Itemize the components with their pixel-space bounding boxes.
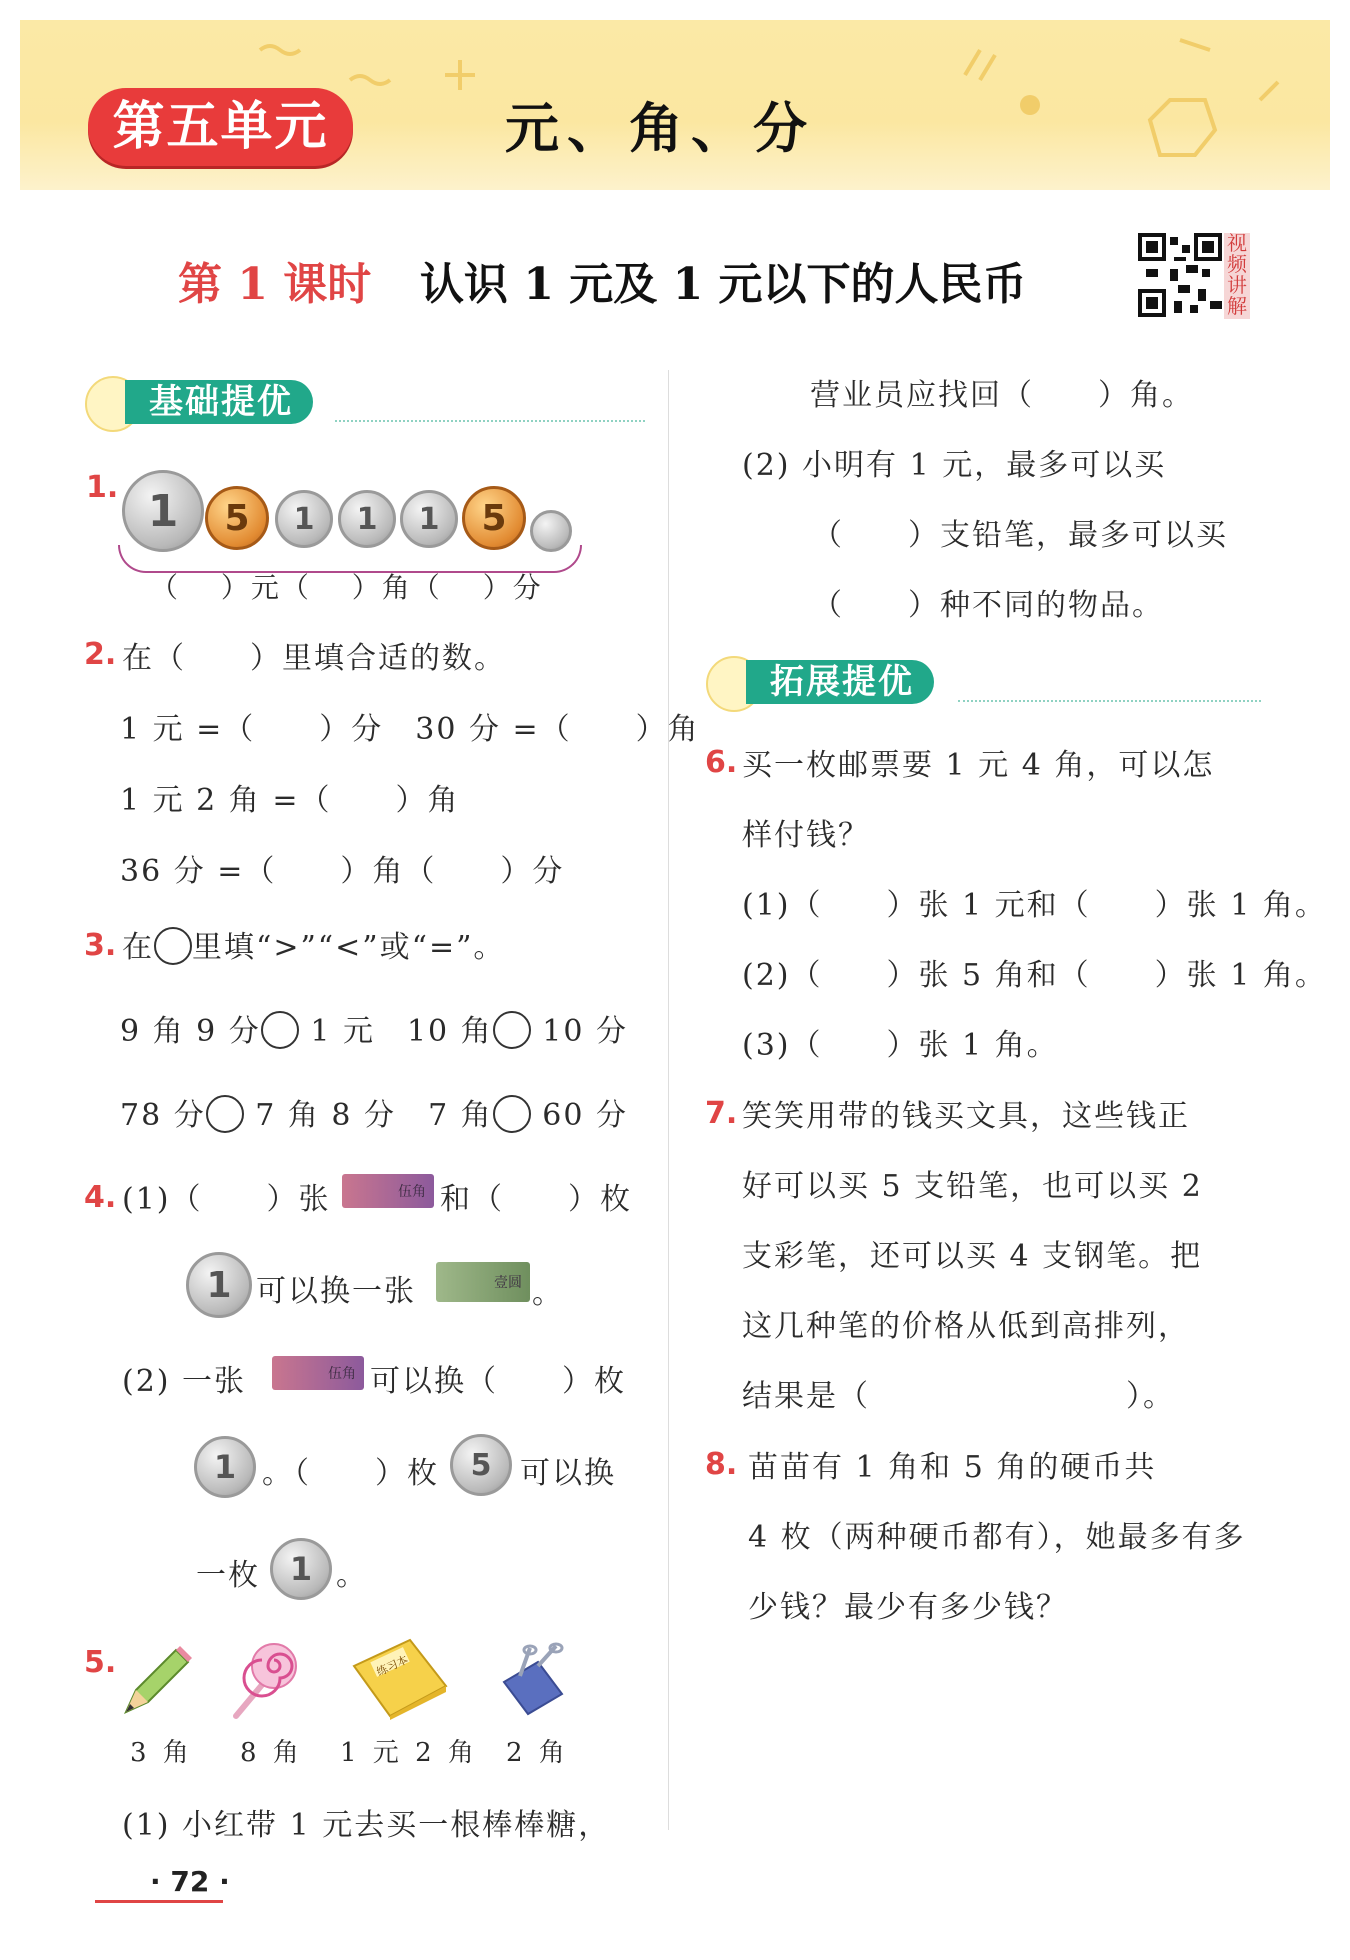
banknote-5-jiao-icon: 伍角 <box>342 1174 434 1208</box>
coin-5-fen-icon: 5 <box>450 1434 512 1496</box>
q3-value: 7 角 <box>428 1098 493 1133</box>
page-number-underline <box>95 1900 223 1903</box>
compare-circle[interactable] <box>154 927 192 965</box>
q3-value: 7 角 8 分 <box>255 1098 397 1133</box>
coin-1-jiao-icon: 1 <box>270 1538 332 1600</box>
q7-line: 这几种笔的价格从低到高排列， <box>742 1309 1190 1344</box>
item-price: 2 角 <box>506 1738 569 1768</box>
q6-option: (2)（ ）张 5 角和（ ）张 1 角。 <box>742 958 1327 993</box>
section-basic-header <box>85 380 645 424</box>
q2-stem: 在（ ）里填合适的数。 <box>122 641 506 676</box>
q3-stem <box>122 922 505 966</box>
question-number: 4. <box>84 1180 117 1215</box>
item-price: 3 角 <box>130 1738 193 1768</box>
q7-line: 结果是（ ）。 <box>742 1379 1175 1414</box>
item-price: 8 角 <box>240 1738 303 1768</box>
section-dotted-line <box>958 700 1261 702</box>
q4-text: 和（ ）枚 <box>440 1182 632 1217</box>
q7-line: 支彩笔，还可以买 4 支钢笔。把 <box>742 1239 1203 1274</box>
q2-line: 36 分 =（ ）角（ ）分 <box>120 854 565 889</box>
q4-text: 可以换 <box>520 1456 616 1491</box>
question-number: 5. <box>84 1645 117 1680</box>
q6-line: 买一枚邮票要 1 元 4 角，可以怎 <box>742 748 1215 783</box>
question-number: 8. <box>705 1447 738 1482</box>
q4-text: 可以换一张 <box>256 1274 416 1309</box>
binder-clip-icon <box>498 1642 568 1718</box>
q8-line: 苗苗有 1 角和 5 角的硬币共 <box>748 1450 1157 1485</box>
q6-line: 样付钱？ <box>742 818 870 853</box>
q3-value: 9 角 9 分 <box>120 1014 261 1049</box>
lollipop-icon <box>228 1640 298 1720</box>
banknote-1-yuan-icon: 壹圆 <box>436 1262 530 1302</box>
q4-text: (1)（ ）张 <box>122 1182 331 1217</box>
unit-badge: 第五单元 <box>88 88 353 166</box>
q3-stem-text: 里填“>”“<”或“=”。 <box>192 930 506 965</box>
page-number: · 72 · <box>150 1865 230 1898</box>
coin-1-jiao: 1 <box>400 490 458 548</box>
q5-part1: (1) 小红带 1 元去买一根棒棒糖， <box>122 1808 611 1843</box>
coin-1-jiao: 1 <box>275 490 333 548</box>
q4-text: 。 <box>532 1276 564 1311</box>
q6-option: (3)（ ）张 1 角。 <box>742 1028 1059 1063</box>
q4-text: 。（ ）枚 <box>262 1456 439 1491</box>
q4-text: 可以换（ ）枚 <box>370 1364 626 1399</box>
q6-option: (1)（ ）张 1 元和（ ）张 1 角。 <box>742 888 1327 923</box>
q4-text: 一枚 <box>196 1558 260 1593</box>
question-number: 2. <box>84 637 117 672</box>
compare-circle[interactable] <box>261 1011 299 1049</box>
question-number: 1. <box>86 470 119 505</box>
q1-answer-line: （ ）元（ ）角（ ）分 <box>150 571 543 604</box>
unit-title: 元、角、分 <box>505 97 815 160</box>
lesson-number: 第 1 课时 <box>178 259 372 310</box>
q3-row <box>120 1090 628 1134</box>
coin-1-yuan-icon: 1 <box>186 1252 252 1318</box>
section-basic-label: 基础提优 <box>125 380 313 424</box>
pencil-icon <box>118 1642 196 1720</box>
q3-value: 1 元 <box>310 1014 375 1049</box>
q2-line: 1 元 2 角 =（ ）角 <box>120 783 460 818</box>
coin-1-jiao: 1 <box>338 490 396 548</box>
qr-code-icon[interactable] <box>1138 233 1222 317</box>
question-number: 3. <box>84 928 117 963</box>
compare-circle[interactable] <box>493 1095 531 1133</box>
q4-text: (2) 一张 <box>122 1364 247 1399</box>
q4-text: 。 <box>336 1558 368 1593</box>
banknote-5-jiao-icon: 伍角 <box>272 1356 364 1390</box>
column-divider <box>668 370 669 1830</box>
q3-row <box>120 1006 628 1050</box>
question-number: 7. <box>705 1096 738 1131</box>
item-price: 1 元 2 角 <box>340 1738 478 1768</box>
question-number: 6. <box>705 745 738 780</box>
q7-line: 好可以买 5 支铅笔，也可以买 2 <box>742 1169 1203 1204</box>
compare-circle[interactable] <box>493 1011 531 1049</box>
q3-value: 78 分 <box>120 1098 206 1133</box>
q7-line: 笑笑用带的钱买文具，这些钱正 <box>742 1099 1190 1134</box>
coin-1-jiao-icon: 1 <box>194 1436 256 1498</box>
coin-1-yuan: 1 <box>122 470 204 552</box>
q5-part2: （ ）种不同的物品。 <box>812 588 1164 623</box>
q3-value: 10 分 <box>542 1014 628 1049</box>
lesson-title: 认识 1 元及 1 元以下的人民币 <box>420 259 1027 310</box>
q3-value: 60 分 <box>542 1098 628 1133</box>
q2-line: 1 元 =（ ）分 30 分 =（ ）角 <box>120 712 700 747</box>
notebook-icon <box>350 1636 450 1720</box>
notebook-label: 练习本 <box>374 1653 411 1679</box>
q3-stem-text: 在 <box>122 930 154 965</box>
compare-circle[interactable] <box>206 1095 244 1133</box>
q5-part2: (2) 小明有 1 元，最多可以买 <box>742 448 1167 483</box>
video-explain-tag: 视频讲解 <box>1224 233 1250 319</box>
q8-line: 少钱？最少有多少钱？ <box>748 1590 1068 1625</box>
q8-line: 4 枚（两种硬币都有），她最多有多 <box>748 1520 1246 1555</box>
q5-part1-continued: 营业员应找回（ ）角。 <box>810 378 1194 413</box>
coin-5-jiao: 5 <box>462 486 526 550</box>
section-extend-label: 拓展提优 <box>746 660 934 704</box>
section-dotted-line <box>335 420 645 422</box>
section-extend-header <box>706 660 1261 704</box>
coin-5-jiao: 5 <box>205 486 269 550</box>
q5-part2: （ ）支铅笔，最多可以买 <box>812 518 1228 553</box>
q3-value: 10 角 <box>406 1014 493 1049</box>
